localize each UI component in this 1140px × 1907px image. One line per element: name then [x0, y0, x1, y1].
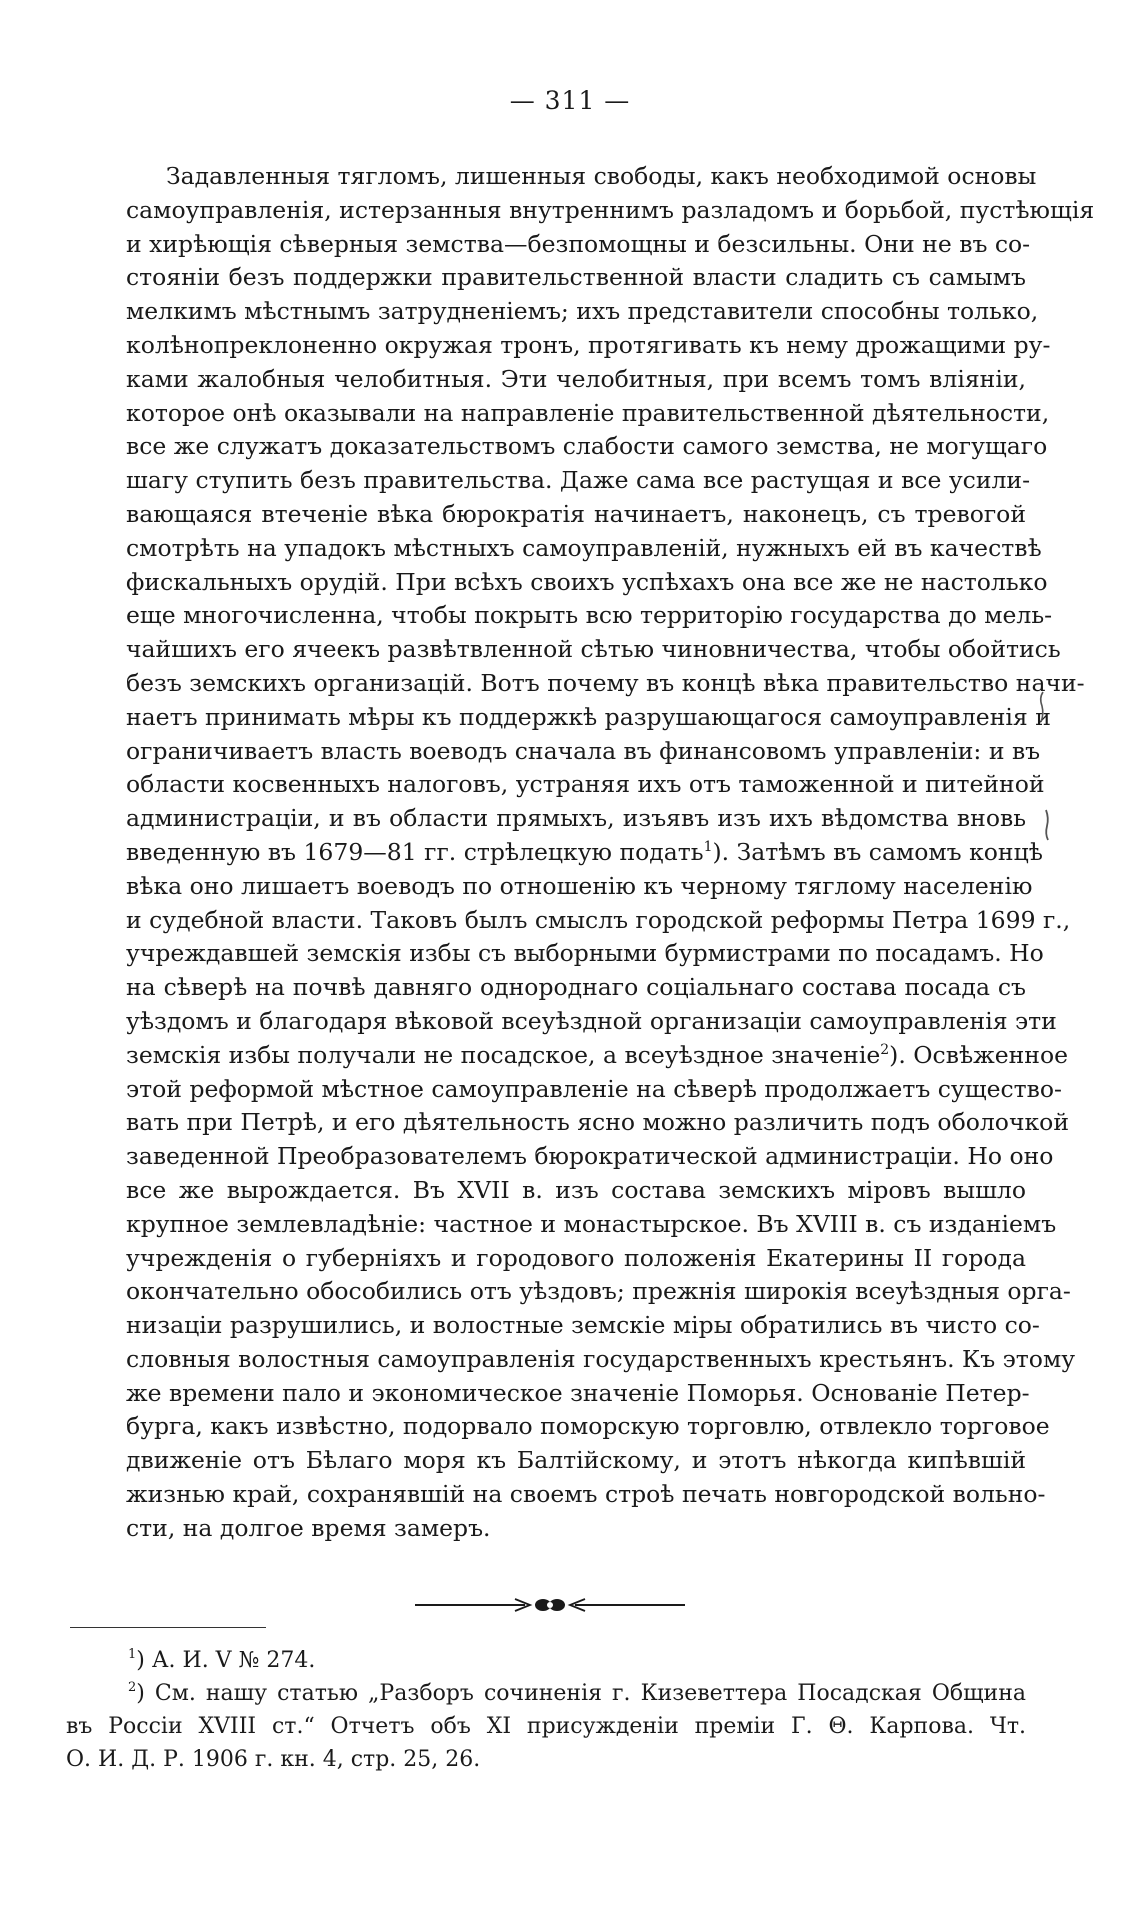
text-line: же времени пало и экономическое значеніе Поморья. Основаніе Петер-: [126, 1378, 1030, 1407]
text-line: самоуправленія, истерзанныя внутреннимъ разладомъ и борьбой, пустѣющія: [126, 195, 1095, 224]
text-line: все же служатъ доказательствомъ слабости самого земства, не могущаго: [126, 432, 1048, 461]
text-line: учреждавшей земскія избы съ выборными бурмистрами по посадамъ. Но: [126, 939, 1044, 968]
text-segment: введенную въ 1679—81 гг. стрѣлецкую подать: [126, 837, 704, 866]
text-segment: ). Затѣмъ въ самомъ концѣ: [712, 837, 1043, 866]
footnote-2-continued: О. И. Д. Р. 1906 г. кн. 4, стр. 25, 26.: [66, 1747, 481, 1772]
text-line: колѣнопреклоненно окружая тронъ, протягивать къ нему дрожащими ру-: [126, 330, 1051, 359]
footnote-divider: [70, 1627, 266, 1628]
text-line: словныя волостныя самоуправленія государственныхъ крестьянъ. Къ этому: [126, 1344, 1076, 1373]
text-line: на сѣверѣ на почвѣ давняго однороднаго соціальнаго состава посада съ: [126, 973, 1026, 1002]
footnote-mark: 1: [128, 1647, 137, 1662]
text-line: вѣка оно лишаетъ воеводъ по отношенію къ черному тяглому населенію: [126, 871, 1033, 900]
footnote-2-continued: въ Россіи XVIII ст.“ Отчетъ объ XI присужденіи преміи Г. Θ. Карпова. Чт.: [66, 1714, 1026, 1739]
footnote-2: [66, 1677, 1026, 1710]
text-line: администраціи, и въ области прямыхъ, изъявъ изъ ихъ вѣдомства вновь: [126, 804, 1026, 833]
text-line: стояніи безъ поддержки правительственной власти сладить съ самымъ: [126, 263, 1026, 292]
text-line: бурга, какъ извѣстно, подорвало поморскую торговлю, отвлекло торговое: [126, 1412, 1050, 1441]
footnote-ref-2[interactable]: 2: [880, 1041, 890, 1058]
text-line: области косвенныхъ налоговъ, устраняя ихъ отъ таможенной и питейной: [126, 770, 1045, 799]
text-line: окончательно обособились отъ уѣздовъ; прежнія широкія всеуѣздныя орга-: [126, 1277, 1071, 1306]
text-line: движеніе отъ Бѣлаго моря къ Балтійскому, и этотъ нѣкогда кипѣвшій: [126, 1446, 1026, 1475]
text-line: безъ земскихъ организацій. Вотъ почему въ концѣ вѣка правительство начи-: [126, 668, 1085, 697]
text-segment: земскія избы получали не посадское, а всеуѣздное значеніе: [126, 1040, 881, 1069]
text-line: вающаяся втеченіе вѣка бюрократія начинаетъ, наконецъ, съ тревогой: [126, 499, 1026, 528]
text-line: наетъ принимать мѣры къ поддержкѣ разрушающагося самоуправленія и: [126, 702, 1051, 731]
text-line: фискальныхъ орудій. При всѣхъ своихъ успѣхахъ она все же не настолько: [126, 567, 1048, 596]
text-line: еще многочисленна, чтобы покрыть всю территорію государства до мель-: [126, 601, 1053, 630]
text-line: ками жалобныя челобитныя. Эти челобитныя, при всемъ томъ вліяніи,: [126, 364, 1026, 393]
body-text: [126, 160, 1095, 1546]
footnote-text: ) См. нашу статью „Разборъ сочиненія г. Кизеветтера Посадская Община: [136, 1681, 1026, 1706]
footnote-1: [66, 1644, 1026, 1677]
text-line: уѣздомъ и благодаря вѣковой всеуѣздной организаціи самоуправленія эти: [126, 1006, 1057, 1035]
text-line: Задавленныя тягломъ, лишенныя свободы, какъ необходимой основы: [166, 162, 1037, 190]
margin-pencil-mark-icon: [1035, 690, 1049, 724]
text-line: низаціи разрушились, и волостные земскіе міры обратились въ чисто со-: [126, 1311, 1040, 1340]
text-line: ограничиваетъ власть воеводъ сначала въ финансовомъ управленіи: и въ: [126, 736, 1041, 765]
text-line: чайшихъ его ячеекъ развѣтвленной сѣтью чиновничества, чтобы обойтись: [126, 635, 1061, 664]
text-line: вать при Петрѣ, и его дѣятельность ясно можно различить подъ оболочкой: [126, 1108, 1069, 1137]
footnote-ref-1[interactable]: 1: [703, 838, 713, 855]
footnotes: [66, 1644, 1026, 1776]
text-line: учрежденія о губерніяхъ и городового положенія Екатерины II города: [126, 1243, 1026, 1272]
text-line: крупное землевладѣніе: частное и монастырское. Въ XVIII в. съ изданіемъ: [126, 1209, 1057, 1238]
text-line: мелкимъ мѣстнымъ затрудненіемъ; ихъ представители способны только,: [126, 297, 1039, 326]
footnote-text: ) А. И. V № 274.: [136, 1648, 316, 1673]
page-number: — 311 —: [509, 86, 631, 115]
text-line: и хирѣющія сѣверныя земства—безпомощны и безсильны. Они не въ со-: [126, 229, 1031, 258]
footnote-mark: 2: [128, 1680, 137, 1695]
text-line: и судебной власти. Таковъ былъ смыслъ городской реформы Петра 1699 г.,: [126, 905, 1071, 934]
ornament-separator-icon: [415, 1596, 685, 1614]
text-line: этой реформой мѣстное самоуправленіе на сѣверѣ продолжаетъ существо-: [126, 1074, 1062, 1103]
text-line-with-footnote-ref: [126, 1039, 1069, 1073]
text-line: шагу ступить безъ правительства. Даже сама все растущая и все усили-: [126, 466, 1031, 495]
text-line: смотрѣть на упадокъ мѣстныхъ самоуправленій, нужныхъ ей въ качествѣ: [126, 533, 1042, 562]
text-line: все же вырождается. Въ XVII в. изъ состава земскихъ міровъ вышло: [126, 1175, 1026, 1204]
text-line: сти, на долгое время замеръ.: [126, 1513, 491, 1542]
text-line: жизнью край, сохранявшій на своемъ строѣ печать новгородской вольно-: [126, 1480, 1046, 1509]
margin-pencil-mark-icon: [1040, 808, 1054, 842]
text-line: которое онѣ оказывали на направленіе правительственной дѣятельности,: [126, 398, 1050, 427]
text-segment: ). Освѣженное: [889, 1040, 1069, 1069]
text-line: заведенной Преобразователемъ бюрократической администраціи. Но оно: [126, 1142, 1054, 1171]
text-line-with-footnote-ref: [126, 836, 1043, 870]
